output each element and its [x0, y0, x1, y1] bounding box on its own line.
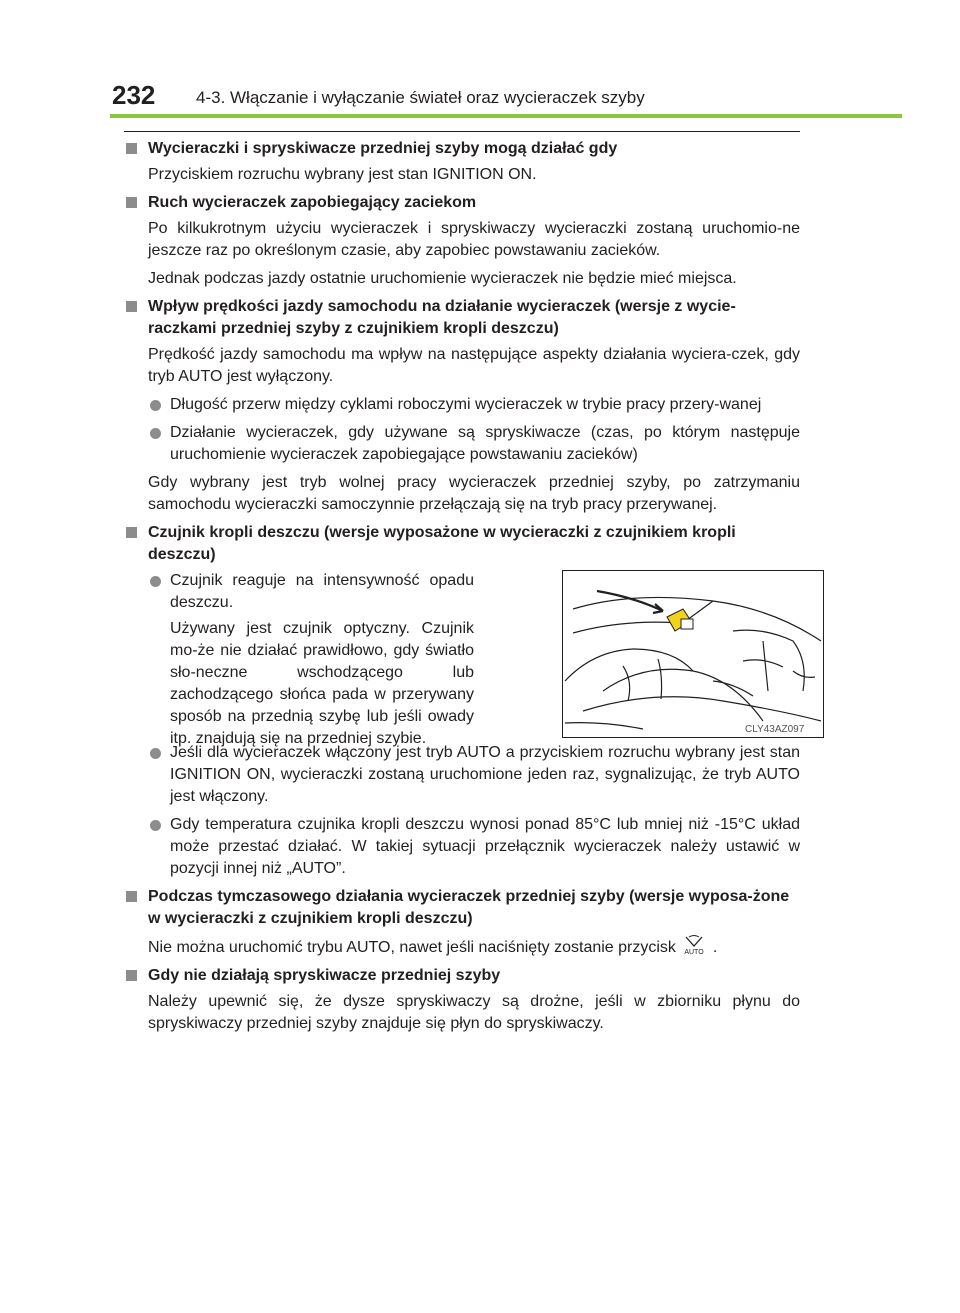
rain-sensor-highlight	[667, 609, 693, 631]
square-bullet-icon	[126, 301, 137, 312]
bullet-item: Gdy temperatura czujnika kropli deszczu wynosi ponad 85°C lub mniej niż -15°C układ może przestać działać. W takiej sytuacji przełącznik wycieraczek należy ustawić w pozycji innej niż „AUTO”.	[148, 814, 800, 880]
rain-sensor-illustration	[562, 570, 824, 738]
paragraph: Używany jest czujnik optyczny. Czujnik mo-że nie działać prawidłowo, gdy światło sło-neczne wschodzącego lub zachodzącego słońca pada w przerywany sposób na przednią szybę lub jeśli owady itp. znajdują się na przedniej szybie.	[170, 620, 474, 747]
page-content	[124, 138, 805, 1041]
paragraph: Należy upewnić się, że dysze spryskiwaczy są drożne, jeśli w zbiorniku płynu do spryskiwaczy przedniej szyby znajduje się płyn do spryskiwaczy.	[148, 993, 800, 1032]
section-heading: Podczas tymczasowego działania wycieraczek przedniej szyby (wersje wyposa-żone w wycieraczki z czujnikiem kropli deszczu)	[124, 886, 800, 930]
square-bullet-icon	[126, 143, 137, 154]
paragraph: Prędkość jazdy samochodu ma wpływ na następujące aspekty działania wyciera-czek, gdy tryb AUTO jest wyłączony.	[148, 346, 800, 385]
square-bullet-icon	[126, 197, 137, 208]
bullet-item: Działanie wycieraczek, gdy używane są spryskiwacze (czas, po którym następuje uruchomienie wycieraczek zapobiegające powstawaniu zacieków)	[148, 422, 800, 466]
header-rule	[110, 114, 902, 118]
paragraph: Jednak podczas jazdy ostatnie uruchomienie wycieraczek nie będzie mieć miejsca.	[148, 270, 737, 287]
figure-code: CLY43AZ097	[745, 724, 805, 735]
page-header	[0, 0, 960, 120]
paragraph: Przyciskiem rozruchu wybrany jest stan IGNITION ON.	[148, 166, 537, 183]
round-bullet-icon	[150, 428, 161, 439]
bullet-item: Długość przerw między cyklami roboczymi wycieraczek w trybie pracy przery-wanej	[148, 394, 800, 416]
bullet-item: Czujnik reaguje na intensywność opadu deszczu. Używany jest czujnik optyczny. Czujnik mo-że nie działać prawidłowo, gdy światło sło-neczne wschodzącego lub zachodzącego słońca pada w przerywany sposób na przednią szybę lub jeśli owady itp. znajdują się na przedniej szybie.	[148, 570, 474, 750]
sensor-block	[148, 570, 805, 747]
section-heading: Wycieraczki i spryskiwacze przedniej szyby mogą działać gdy	[124, 138, 800, 160]
square-bullet-icon	[126, 970, 137, 981]
round-bullet-icon	[150, 748, 161, 759]
round-bullet-icon	[150, 576, 161, 587]
paragraph: Po kilkukrotnym użyciu wycieraczek i spryskiwaczy wycieraczki zostaną uruchomio-ne jeszcze raz po określonym czasie, aby zapobiec powstawaniu zacieków.	[148, 220, 800, 259]
page-number: 232	[112, 80, 156, 110]
round-bullet-icon	[150, 820, 161, 831]
auto-icon-label: AUTO	[684, 949, 705, 956]
content-top-rule	[124, 131, 800, 132]
bullet-item: Jeśli dla wycieraczek włączony jest tryb AUTO a przyciskiem rozruchu wybrany jest stan IGNITION ON, wycieraczki zostaną uruchomione jeden raz, sygnalizując, że tryb AUTO jest włączony.	[148, 742, 800, 808]
square-bullet-icon	[126, 527, 137, 538]
round-bullet-icon	[150, 400, 161, 411]
sensor-text	[148, 570, 474, 750]
chapter-title: 4-3. Włączanie i wyłączanie świateł oraz wycieraczek szyby	[196, 88, 645, 107]
section-heading: Wpływ prędkości jazdy samochodu na działanie wycieraczek (wersje z wycie-raczkami przedniej szyby z czujnikiem kropli deszczu)	[124, 296, 800, 340]
paragraph: Gdy wybrany jest tryb wolnej pracy wycieraczek przedniej szyby, po zatrzymaniu samochodu wycieraczki samoczynnie przełączają się na tryb pracy przerywanej.	[148, 474, 800, 513]
section-heading: Czujnik kropli deszczu (wersje wyposażone w wycieraczki z czujnikiem kropli deszczu)	[124, 522, 800, 566]
square-bullet-icon	[126, 891, 137, 902]
auto-wiper-button-icon	[680, 934, 708, 956]
paragraph: Nie można uruchomić trybu AUTO, nawet jeśli naciśnięty zostanie przycisk AUTO .	[148, 934, 800, 959]
car-interior-drawing	[563, 571, 823, 737]
section-heading: Gdy nie działają spryskiwacze przedniej szyby	[124, 965, 800, 987]
section-heading: Ruch wycieraczek zapobiegający zaciekom	[124, 192, 800, 214]
